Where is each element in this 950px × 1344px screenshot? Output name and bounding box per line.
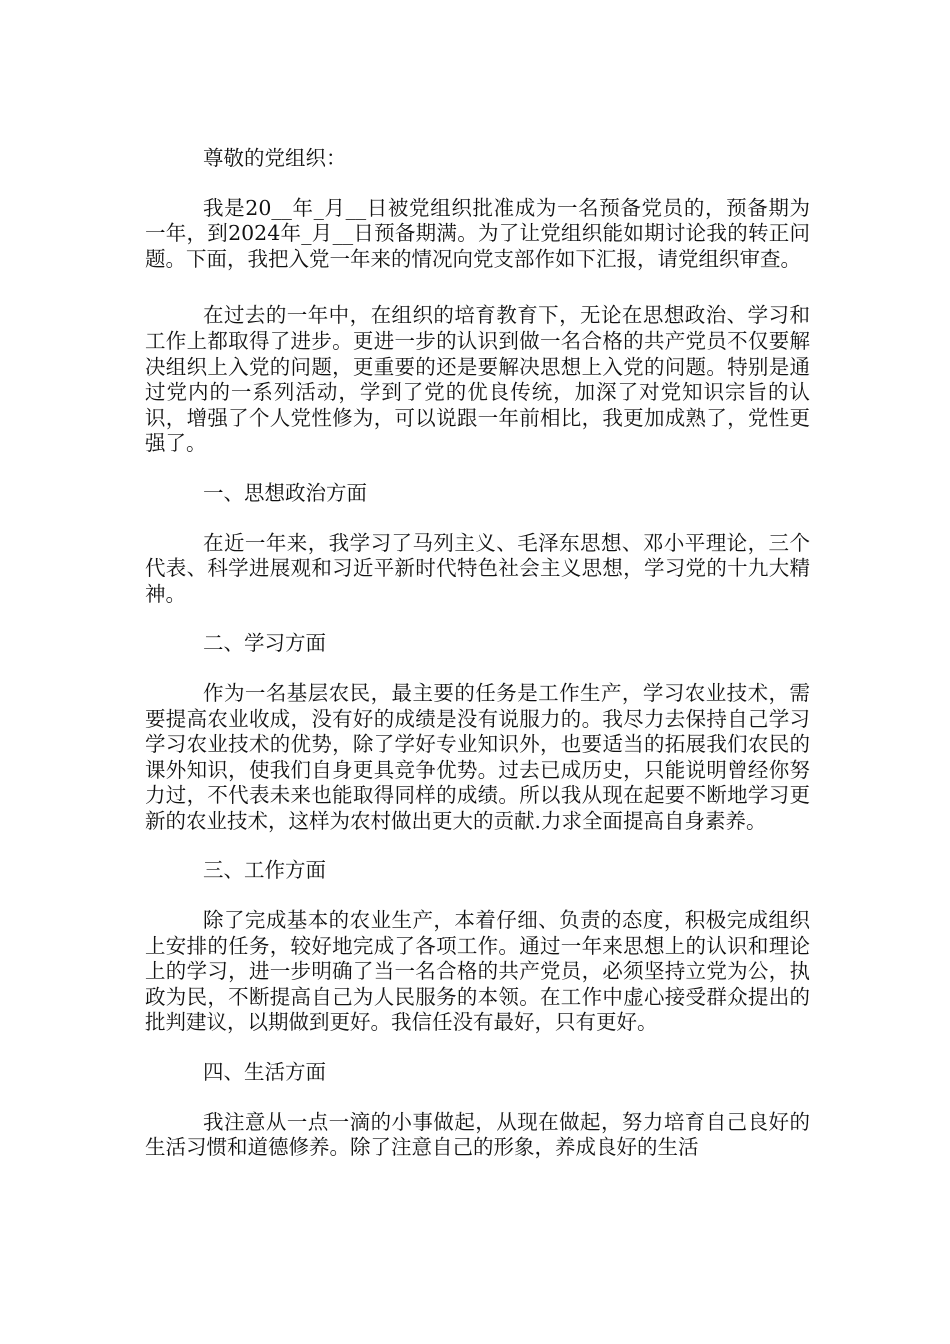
section-heading-life: 四、生活方面 xyxy=(203,1060,326,1085)
overview-paragraph: 在过去的一年中，在组织的培育教育下，无论在思想政治、学习和工作上都取得了进步。更进一步的认识到做一名合格的共产党员不仅要解决组织上入党的问题，更重要的还是要解决思想上入党的问题。特别是通过党内的一系列活动，学到了党的优良传统，加深了对党知识宗旨的认识，增强了个人党性修为，可以说跟一年前相比，我更加成熟了，党性更强了。 xyxy=(145,303,810,456)
section-heading-study: 二、学习方面 xyxy=(203,631,326,656)
section-text-study: 作为一名基层农民，最主要的任务是工作生产，学习农业技术，需要提高农业收成，没有好的成绩是没有说服力的。我尽力去保持自己学习学习农业技术的优势，除了学好专业知识外，也要适当的拓展我们农民的课外知识，使我们自身更具竞争优势。过去已成历史，只能说明曾经你努力过，不代表未来也能取得同样的成绩。所以我从现在起要不断地学习更新的农业技术，这样为农村做出更大的贡献.力求全面提高自身素养。 xyxy=(145,680,810,833)
intro-paragraph: 我是20__年_月__日被党组织批准成为一名预备党员的，预备期为一年，到2024年_月__日预备期满。为了让党组织能如期讨论我的转正问题。下面，我把入党一年来的情况向党支部作如下汇报，请党组织审查。 xyxy=(145,195,810,271)
section-text-life: 我注意从一点一滴的小事做起，从现在做起，努力培育自己良好的生活习惯和道德修养。除了注意自己的形象，养成良好的生活 xyxy=(145,1109,810,1160)
section-text-politics: 在近一年来，我学习了马列主义、毛泽东思想、邓小平理论，三个代表、科学进展观和习近平新时代特色社会主义思想，学习党的十九大精神。 xyxy=(145,530,810,606)
section-text-work: 除了完成基本的农业生产，本着仔细、负责的态度，积极完成组织上安排的任务，较好地完成了各项工作。通过一年来思想上的认识和理论上的学习，进一步明确了当一名合格的共产党员，必须坚持立党为公，执政为民，不断提高自己为人民服务的本领。在工作中虚心接受群众提出的批判建议，以期做到更好。我信任没有最好，只有更好。 xyxy=(145,908,810,1035)
section-heading-work: 三、工作方面 xyxy=(203,858,326,883)
salutation: 尊敬的党组织： xyxy=(203,146,347,170)
section-heading-politics: 一、思想政治方面 xyxy=(203,480,367,505)
document-body xyxy=(145,146,810,1185)
